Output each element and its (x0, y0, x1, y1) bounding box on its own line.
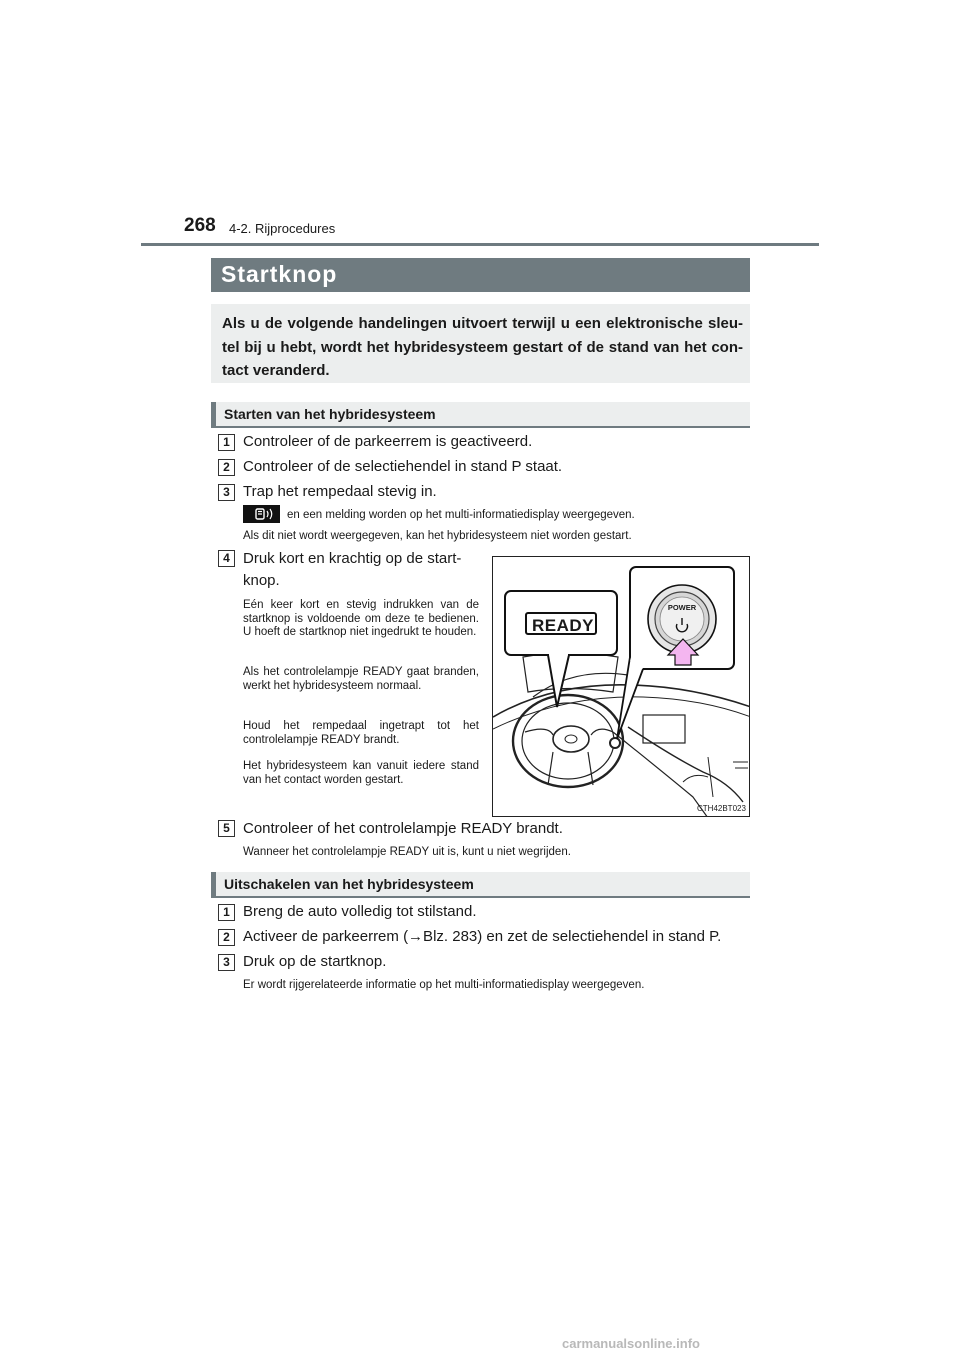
step4-paragraph: Eén keer kort en stevig indrukken van de startknop is voldoende om deze te bedienen. U hoeft de startknop niet ingedrukt te houden. (243, 599, 479, 638)
ready-indicator-label: READY (531, 616, 594, 635)
step4-paragraph: Als het controlelampje READY gaat branden, werkt het hybridesysteem normaal. (243, 666, 479, 692)
step4-line2: knop. (243, 572, 280, 589)
step-text-line1 (243, 550, 479, 567)
step-text: Controleer of de parkeerrem is geactiveerd. (243, 433, 533, 450)
header-rule (141, 243, 819, 246)
watermark: carmanualsonline.info (562, 1336, 700, 1351)
section-heading-start (211, 402, 750, 428)
title-bar (211, 258, 750, 292)
dashboard-illustration (492, 556, 750, 817)
step4-paragraph: Houd het rempedaal ingetrapt tot het controlelampje READY brandt. (243, 720, 479, 746)
step4-line1: Druk kort en krachtig op de start- (243, 550, 462, 567)
section-heading-stop (211, 872, 750, 898)
page-number: 268 (184, 215, 216, 236)
step-badge: 3 (218, 484, 235, 501)
step-badge: 4 (218, 550, 235, 567)
stop-note: Er wordt rijgerelateerde informatie op het multi-informatiedisplay weergegeven. (243, 979, 645, 991)
step-badge: 1 (218, 904, 235, 921)
intro-text: Als u de volgende handelingen uitvoert terwijl u een elektronische sleu-tel bij u hebt, wordt het hybridesysteem gestart of de stand van het con-tact veranderd. (222, 315, 743, 379)
step-text: Controleer of het controlelampje READY brandt. (243, 820, 563, 837)
section-heading-start-text: Starten van het hybridesysteem (224, 406, 436, 422)
step4-paragraph: Het hybridesysteem kan vanuit iedere stand van het contact worden gestart. (243, 760, 479, 786)
step-badge: 3 (218, 954, 235, 971)
step-badge: 1 (218, 434, 235, 451)
step-badge: 5 (218, 820, 235, 837)
step-badge: 2 (218, 929, 235, 946)
step-text: Druk op de startknop. (243, 953, 387, 970)
key-warning-icon (243, 505, 280, 523)
step-text: Breng de auto volledig tot stilstand. (243, 903, 477, 920)
power-button-label: POWER (667, 603, 697, 612)
section-heading-stop-text: Uitschakelen van het hybridesysteem (224, 876, 474, 892)
step-text: Trap het rempedaal stevig in. (243, 483, 437, 500)
figure-code: CTH42BT023 (697, 804, 746, 813)
step3-note-2: Als dit niet wordt weergegeven, kan het hybridesysteem niet worden gestart. (243, 530, 632, 542)
step5-note: Wanneer het controlelampje READY uit is, kunt u niet wegrijden. (243, 846, 571, 858)
page-title: Startknop (221, 261, 338, 287)
step-text: Controleer of de selectiehendel in stand P staat. (243, 458, 563, 475)
step-text: Activeer de parkeerrem (→Blz. 283) en zet de selectiehendel in stand P. (243, 928, 722, 945)
intro-box (211, 304, 750, 383)
chapter-label: 4-2. Rijprocedures (229, 221, 336, 236)
step-badge: 2 (218, 459, 235, 476)
step3-note-1: en een melding worden op het multi-informatiedisplay weergegeven. (287, 509, 635, 521)
